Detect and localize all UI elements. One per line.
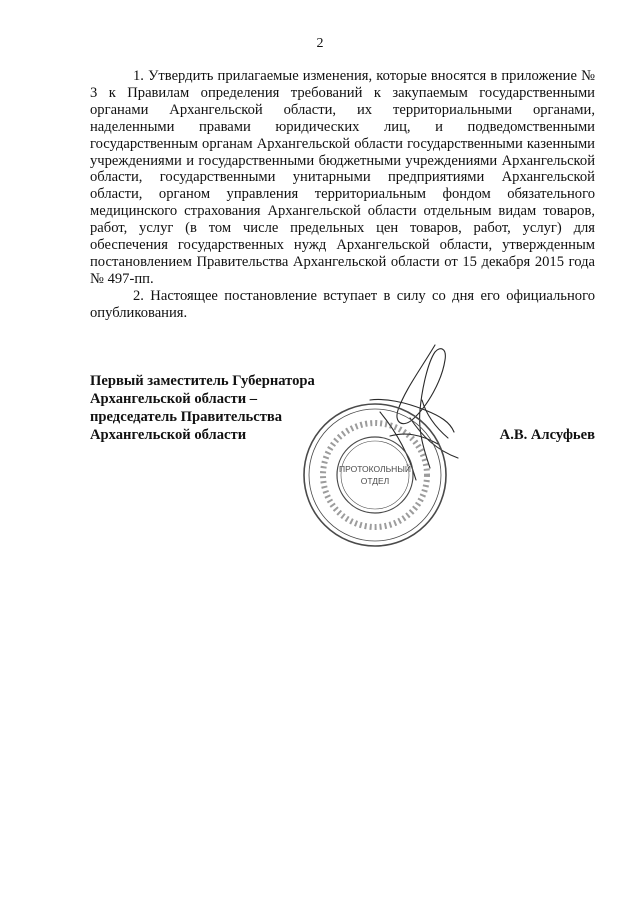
signer-title-line-2: Архангельской области –: [90, 391, 258, 407]
stamp-text-line-2: ОТДЕЛ: [360, 476, 390, 486]
signature-block: [90, 372, 595, 452]
stamp-text-line-1: ПРОТОКОЛЬНЫЙ: [339, 464, 411, 474]
body-text: [90, 68, 595, 322]
signer-title: [90, 372, 315, 444]
page-number: 2: [316, 36, 324, 51]
signer-title-line-1: Первый заместитель Губернатора: [90, 373, 315, 389]
signer-name: А.В. Алсуфьев: [499, 427, 595, 443]
paragraph-1: 1. Утвердить прилагаемые изменения, которые вносятся в приложение № 3 к Правилам определения требований к закупаемым государственными органами Архангельской области, их территориальными органами, наделенными правами юридических лиц, и подведомственными государственным органам Архангельской области государственными казенными учреждениями и государственными бюджетными учреждениями Архангельской области, государственными унитарными предприятиями Архангельской области, органом управления территориальным фондом обязательного медицинского страхования Архангельской области отдельным видам товаров, работ, услуг (в том числе предельных цен товаров, работ, услуг) для обеспечения государственных нужд Архангельской области, утвержденным постановлением Правительства Архангельской области от 15 декабря 2015 года № 497-пп.: [90, 68, 595, 287]
signer-title-line-3: председатель Правительства: [90, 409, 283, 425]
signer-title-line-4: Архангельской области: [90, 427, 247, 443]
paragraph-2: 2. Настоящее постановление вступает в силу со дня его официального опубликования.: [90, 287, 595, 321]
